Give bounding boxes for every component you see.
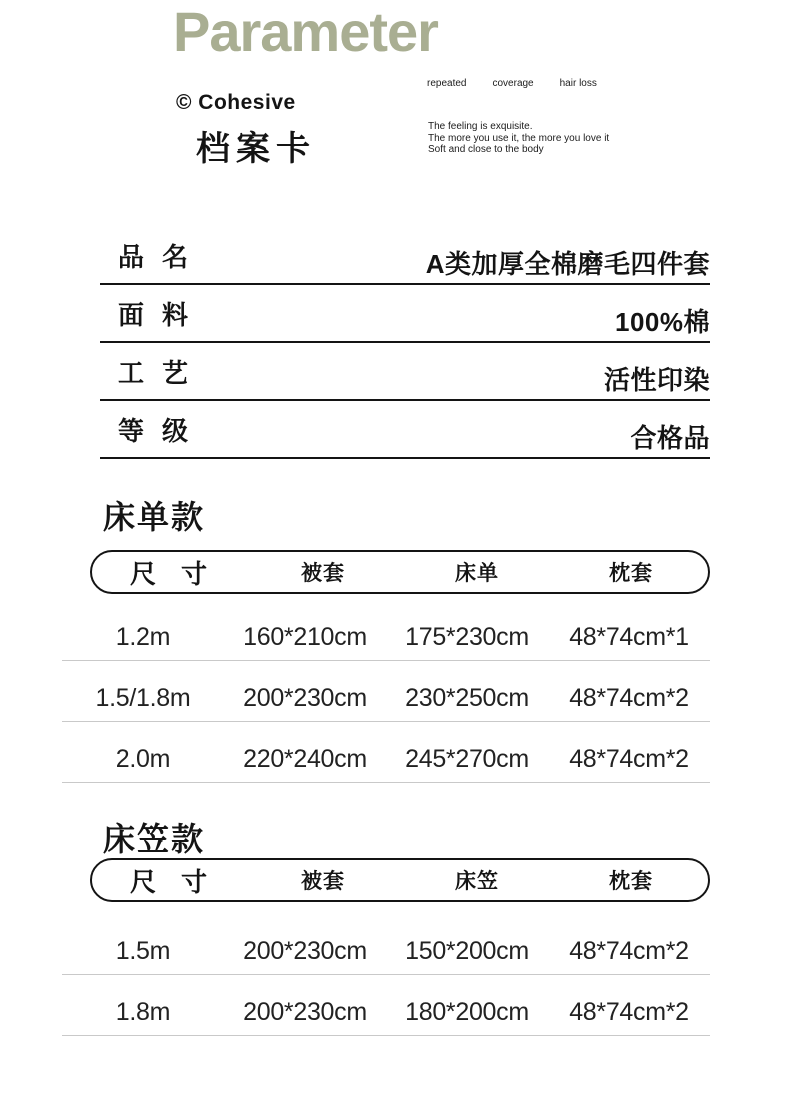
header-size-char: 寸 [180, 558, 208, 589]
spec-label [118, 411, 188, 457]
cell-duvet: 220*240cm [243, 745, 367, 773]
spec-label [118, 295, 188, 341]
cell-size: 2.0m [115, 745, 171, 773]
header-cell-size [92, 862, 246, 899]
spec-label-char: 名 [161, 242, 188, 272]
header-cell-fitted-sheet: 床笠 [455, 870, 499, 893]
spec-row-fabric [100, 285, 710, 343]
tag-row [427, 78, 597, 89]
header-cell-pillowcase: 枕套 [609, 870, 653, 893]
spec-label-char: 工 [118, 358, 145, 388]
tagline-line-2: The more you use it, the more you love it [428, 132, 610, 144]
cell-sheet: 245*270cm [405, 745, 529, 773]
spec-label-char: 等 [118, 416, 145, 446]
table-row [62, 600, 710, 661]
cell-size: 1.5m [115, 937, 171, 965]
cell-duvet: 200*230cm [243, 998, 367, 1026]
table-row [62, 661, 710, 722]
spec-label-char: 级 [161, 416, 188, 446]
table-row [62, 975, 710, 1036]
header-cell-size [92, 554, 246, 591]
cell-pillow: 48*74cm*2 [569, 998, 689, 1026]
brand-mark: © Cohesive [176, 91, 296, 114]
table-row [62, 722, 710, 783]
tagline [428, 121, 609, 156]
header-cell-duvet-cover: 被套 [301, 870, 345, 893]
page-title: Parameter [173, 0, 438, 63]
cell-pillow: 48*74cm*2 [569, 745, 689, 773]
card-label: 档案卡 [196, 130, 316, 168]
cell-duvet: 200*230cm [243, 937, 367, 965]
spec-row-craft [100, 343, 710, 401]
header-cell-duvet-cover: 被套 [301, 562, 345, 585]
spec-value: 合格品 [630, 423, 710, 453]
header-cell-pillowcase: 枕套 [609, 562, 653, 585]
spec-value: 100%棉 [615, 307, 710, 337]
spec-label [118, 353, 188, 399]
cell-sheet: 175*230cm [405, 623, 529, 651]
cell-sheet: 230*250cm [405, 684, 529, 712]
spec-row-grade [100, 401, 710, 459]
fitted-table-body [62, 914, 710, 1036]
header-size-char: 尺 [130, 866, 158, 897]
section-title-sheet-style: 床单款 [103, 499, 206, 535]
spec-label-char: 品 [118, 242, 145, 272]
fitted-table-header [90, 858, 710, 902]
spec-row-product-name [100, 227, 710, 285]
cell-pillow: 48*74cm*2 [569, 937, 689, 965]
sheet-table-body [62, 600, 710, 783]
cell-size: 1.5/1.8m [95, 684, 191, 712]
cell-size: 1.2m [115, 623, 171, 651]
cell-duvet: 160*210cm [243, 623, 367, 651]
section-title-fitted-style: 床笠款 [103, 821, 206, 857]
tag-repeated: repeated [427, 78, 467, 89]
cell-size: 1.8m [115, 998, 171, 1026]
tag-coverage: coverage [492, 78, 534, 89]
spec-label [118, 237, 188, 283]
spec-label-char: 面 [118, 300, 145, 330]
cell-pillow: 48*74cm*2 [569, 684, 689, 712]
spec-value: 活性印染 [603, 365, 710, 395]
sheet-table-header [90, 550, 710, 594]
header-cell-bed-sheet: 床单 [455, 562, 499, 585]
tagline-line-3: Soft and close to the body [428, 144, 544, 155]
header-size-char: 寸 [180, 866, 208, 897]
spec-label-char: 艺 [161, 358, 188, 388]
table-row [62, 914, 710, 975]
cell-pillow: 48*74cm*1 [569, 623, 689, 651]
tag-hair-loss: hair loss [559, 78, 597, 89]
spec-label-char: 料 [161, 300, 188, 330]
spec-value: A类加厚全棉磨毛四件套 [425, 249, 710, 279]
cell-fitted: 180*200cm [405, 998, 529, 1026]
cell-fitted: 150*200cm [405, 937, 529, 965]
cell-duvet: 200*230cm [243, 684, 367, 712]
header-size-char: 尺 [130, 558, 158, 589]
spec-list [100, 227, 710, 459]
tagline-line-1: The feeling is exquisite. [428, 121, 533, 132]
